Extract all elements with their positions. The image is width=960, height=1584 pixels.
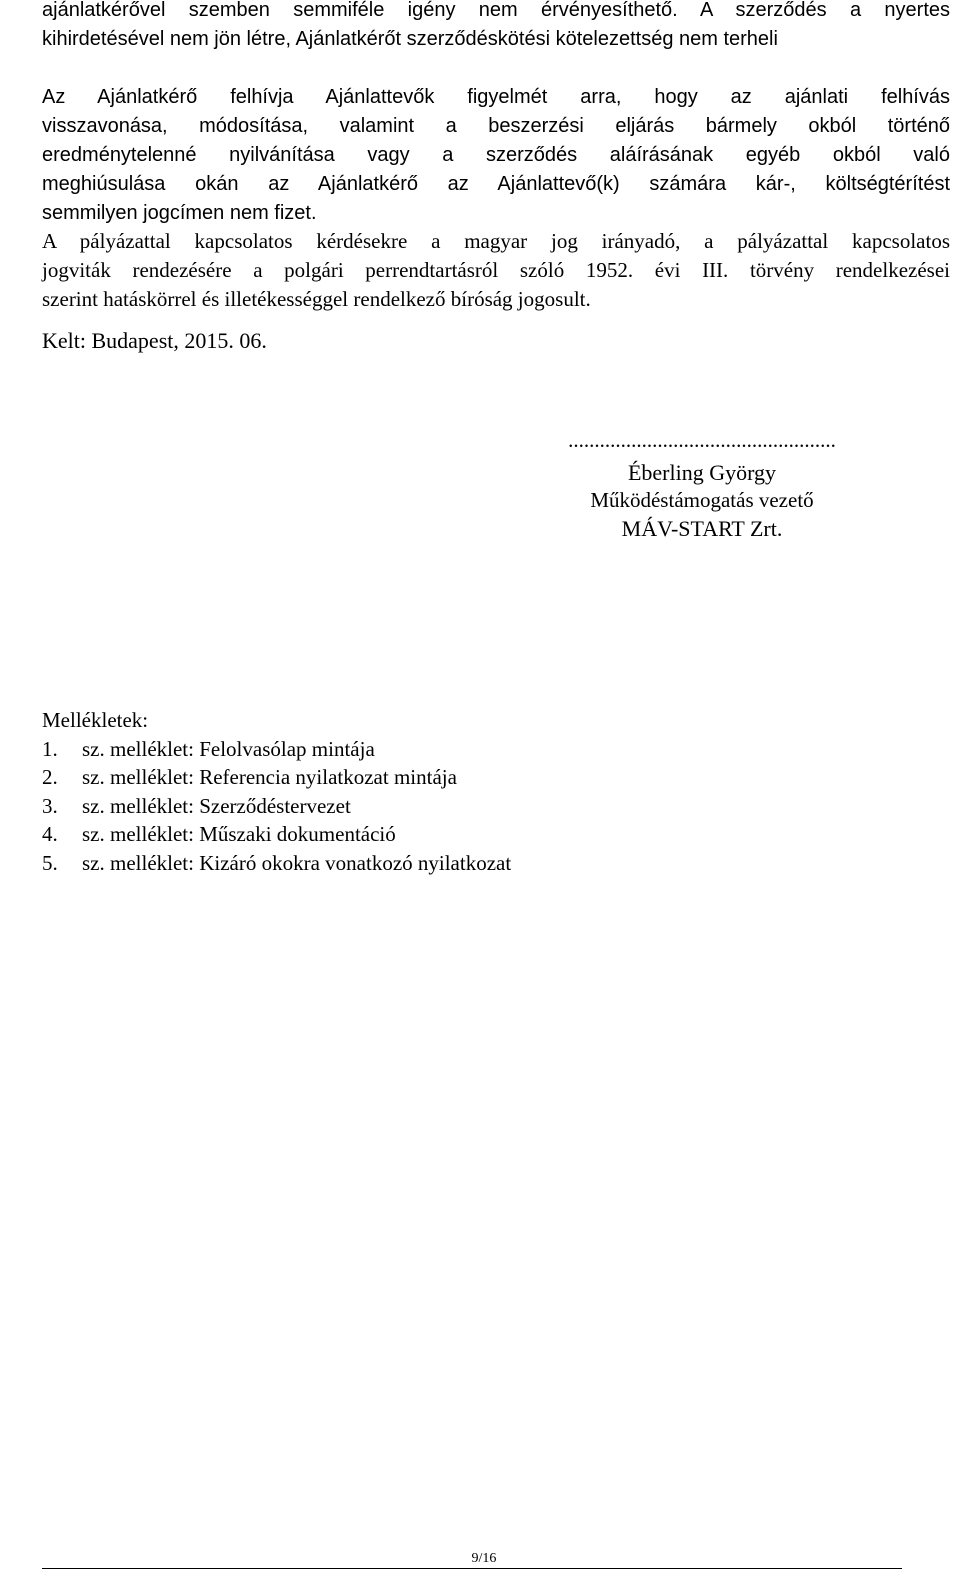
list-item-text: sz. melléklet: Kizáró okokra vonatkozó nyilatkozat xyxy=(82,850,512,875)
attachments-section xyxy=(42,706,511,877)
list-item-number: 3. xyxy=(42,793,58,818)
paragraph-termination-note xyxy=(42,0,950,54)
text-line: visszavonása, módosítása, valamint a beszerzési eljárás bármely okból történő xyxy=(42,115,950,137)
paragraph-jurisdiction xyxy=(42,227,950,314)
paragraph-liability-notice xyxy=(42,83,950,228)
signatory-position: Működéstámogatás vezető xyxy=(590,488,814,512)
list-item-number: 4. xyxy=(42,822,58,846)
text-line: eredménytelenné nyilvánítása vagy a szerződés aláírásának egyéb okból való xyxy=(42,144,950,166)
signatory-company: MÁV-START Zrt. xyxy=(621,516,783,541)
page-number: 9/16 xyxy=(471,1551,497,1566)
list-item xyxy=(42,763,511,792)
text-line: semmilyen jogcímen nem fizet. xyxy=(42,202,317,224)
list-item-number: 1. xyxy=(42,736,58,761)
page-footer xyxy=(42,1548,902,1569)
list-item-number: 2. xyxy=(42,765,58,789)
signature-dots: ................................................... xyxy=(568,428,836,452)
list-item-number: 5. xyxy=(42,850,58,875)
text-line: jogviták rendezésére a polgári perrendtartásról szóló 1952. évi III. törvény rendelkezései xyxy=(42,258,950,282)
list-item-text: sz. melléklet: Felolvasólap mintája xyxy=(82,736,375,761)
signatory-name: Éberling György xyxy=(627,460,777,485)
attachments-heading: Mellékletek: xyxy=(42,708,149,732)
date-line: Kelt: Budapest, 2015. 06. xyxy=(42,328,267,353)
list-item xyxy=(42,820,511,849)
text-line: Az Ajánlatkérő felhívja Ajánlattevők figyelmét arra, hogy az ajánlati felhívás xyxy=(42,86,950,108)
list-item-text: sz. melléklet: Műszaki dokumentáció xyxy=(82,822,396,846)
text-line: kihirdetésével nem jön létre, Ajánlatkérőt szerződéskötési kötelezettség nem terheli xyxy=(42,28,778,50)
text-line: meghiúsulása okán az Ajánlatkérő az Ajánlattevő(k) számára kár-, költségtérítést xyxy=(42,173,950,195)
list-item-text: sz. melléklet: Szerződéstervezet xyxy=(82,793,351,818)
text-line: szerint hatáskörrel és illetékességgel rendelkező bíróság jogosult. xyxy=(42,287,591,311)
list-item xyxy=(42,735,511,764)
list-item-text: sz. melléklet: Referencia nyilatkozat mintája xyxy=(82,765,457,789)
list-item xyxy=(42,792,511,821)
list-item xyxy=(42,849,511,878)
attachments-list xyxy=(42,735,511,878)
text-line: ajánlatkérővel szemben semmiféle igény nem érvényesíthető. A szerződés a nyertes xyxy=(42,0,950,21)
text-line: A pályázattal kapcsolatos kérdésekre a magyar jog irányadó, a pályázattal kapcsolatos xyxy=(42,229,950,253)
